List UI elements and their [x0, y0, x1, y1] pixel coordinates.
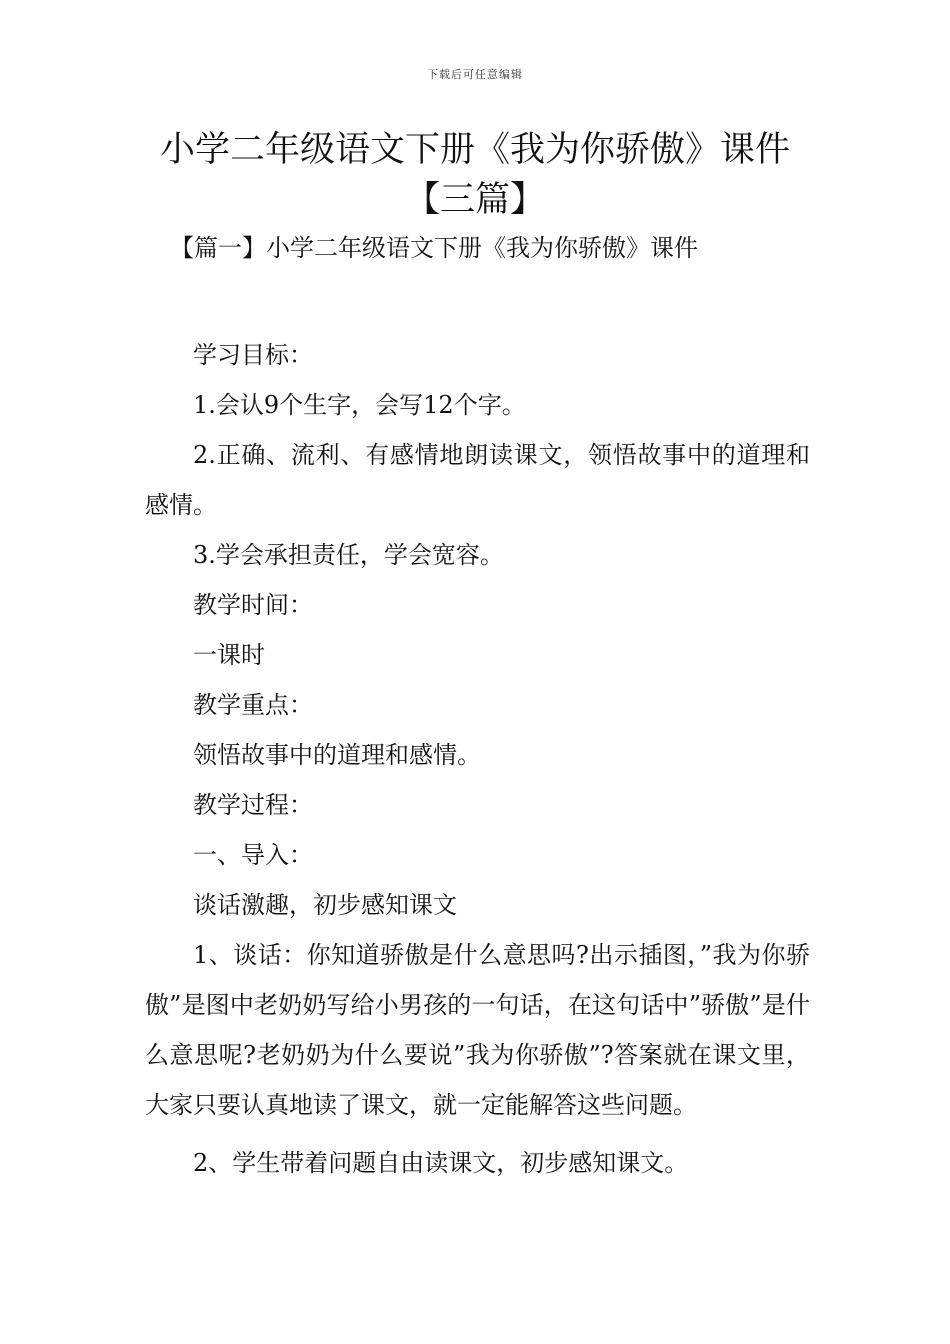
paragraph-teaching-focus-label: 教学重点： — [193, 691, 313, 719]
paragraph-goal-2: 2.正确、流利、有感情地朗读课文，领悟故事中的道理和感情。 — [145, 441, 810, 519]
paragraph-step-1: 1、谈话：你知道骄傲是什么意思吗?出示插图，”我为你骄傲”是图中老奶奶写给小男孩的一句话，在这句话中”骄傲”是什么意思呢?老奶奶为什么要说”我为你骄傲”?答案就在课文里，大家只要认真地读了课文，就一定能解答这些问题。 — [145, 941, 810, 1119]
paragraph-teaching-focus: 领悟故事中的道理和感情。 — [193, 741, 481, 769]
paragraph-teaching-process-label: 教学过程： — [193, 791, 313, 819]
document-body — [145, 330, 810, 1188]
header-note: 下载后可任意编辑 — [427, 68, 523, 81]
paragraph-goal-3: 3.学会承担责任，学会宽容。 — [193, 541, 504, 569]
paragraph-introduction-title: 谈话激趣，初步感知课文 — [193, 891, 457, 919]
title-line-2: 【三篇】 — [404, 180, 545, 220]
paragraph-step-2: 2、学生带着问题自由读课文，初步感知课文。 — [193, 1149, 689, 1177]
document-title — [0, 125, 950, 225]
paragraph-introduction-label: 一、导入： — [193, 841, 313, 869]
paragraph-learning-goals: 学习目标： — [193, 341, 313, 369]
paragraph-teaching-time-label: 教学时间： — [193, 591, 313, 619]
paragraph-teaching-time: 一课时 — [193, 641, 265, 669]
section-heading: 【篇一】小学二年级语文下册《我为你骄傲》课件 — [170, 234, 698, 262]
paragraph-goal-1: 1.会认9个生字，会写12个字。 — [193, 391, 526, 419]
title-line-1: 小学二年级语文下册《我为你骄傲》课件 — [159, 130, 790, 170]
